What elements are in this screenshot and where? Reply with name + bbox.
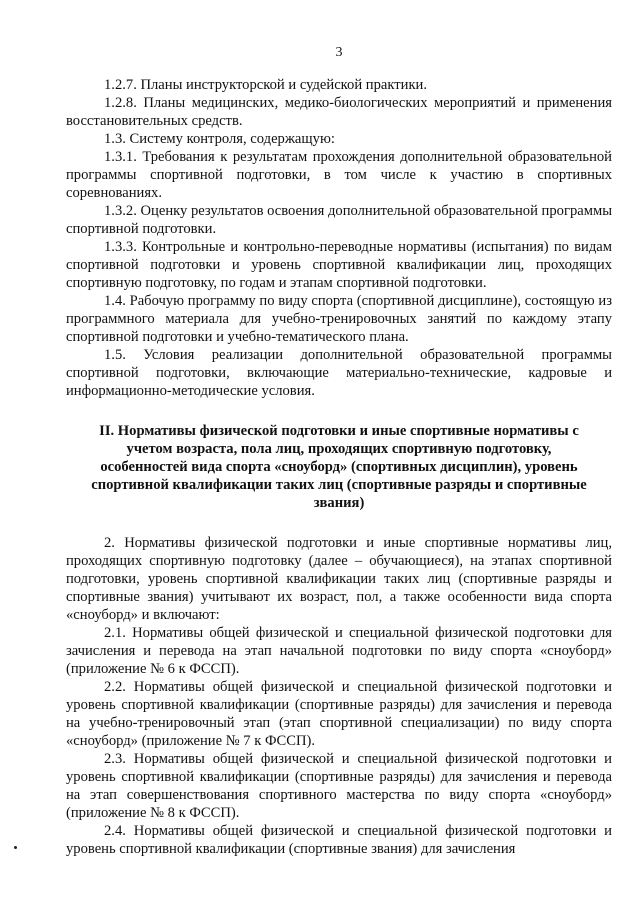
paragraph-1-2-8: 1.2.8. Планы медицинских, медико-биологических мероприятий и применения восстановительных средств. (66, 95, 612, 129)
paragraph-1-3-2: 1.3.2. Оценку результатов освоения дополнительной образовательной программы спортивной подготовки. (66, 203, 612, 237)
paragraph-1-5: 1.5. Условия реализации дополнительной образовательной программы спортивной подготовки, включающие материально-технические, кадровые и информационно-методические условия. (66, 347, 612, 399)
top-paragraphs (66, 76, 612, 400)
paragraph-1-3-3: 1.3.3. Контрольные и контрольно-переводные нормативы (испытания) по видам спортивной подготовки и уровень спортивной квалификации лиц, проходящих спортивную подготовку, по годам и этапам спортивной подготовки. (66, 239, 612, 291)
paragraph-2: 2. Нормативы физической подготовки и иные спортивные нормативы лиц, проходящих спортивную подготовку (далее – обучающиеся), на этапах спортивной подготовки, уровень спортивной квалификации таких лиц (спортивные разряды и спортивные звания) учитывают их возраст, пол, а также особенности вида спорта «сноуборд» и включают: (66, 535, 612, 623)
paragraph-2-2: 2.2. Нормативы общей физической и специальной физической подготовки и уровень спортивной квалификации (спортивные разряды) для зачисления и перевода на учебно-тренировочный этап (этап спортивной специализации) по виду спорта «сноуборд» (приложение № 7 к ФССП). (66, 679, 612, 749)
bottom-paragraphs (66, 534, 612, 858)
paragraph-2-1: 2.1. Нормативы общей физической и специальной физической подготовки для зачисления и перевода на этап начальной подготовки по виду спорта «сноуборд» (приложение № 6 к ФССП). (66, 625, 612, 677)
section-title: II. Нормативы физической подготовки и иные спортивные нормативы с учетом возраста, пола лиц, проходящих спортивную подготовку, особенностей вида спорта «сноуборд» (спортивных дисциплин), уровень спортивной квалификации таких лиц (спортивные разряды и спортивные звания) (91, 423, 587, 511)
paragraph-2-4: 2.4. Нормативы общей физической и специальной физической подготовки и уровень спортивной квалификации (спортивные звания) для зачисления (66, 823, 612, 857)
paragraph-2-3: 2.3. Нормативы общей физической и специальной физической подготовки и уровень спортивной квалификации (спортивные разряды) для зачисления и перевода на этап совершенствования спортивного мастерства по виду спорта «сноуборд» (приложение № 8 к ФССП). (66, 751, 612, 821)
paragraph-1-3: 1.3. Систему контроля, содержащую: (104, 131, 335, 147)
paragraph-1-2-7: 1.2.7. Планы инструкторской и судейской практики. (104, 77, 427, 93)
page-number: 3 (335, 45, 343, 60)
scan-speck (14, 846, 17, 849)
paragraph-1-3-1: 1.3.1. Требования к результатам прохождения дополнительной образовательной программы спортивной подготовки, в том числе к участию в спортивных соревнованиях. (66, 149, 612, 201)
paragraph-1-4: 1.4. Рабочую программу по виду спорта (спортивной дисциплине), состоящую из программного материала для учебно-тренировочных занятий по каждому этапу спортивной подготовки и учебно-тематического плана. (66, 293, 612, 345)
